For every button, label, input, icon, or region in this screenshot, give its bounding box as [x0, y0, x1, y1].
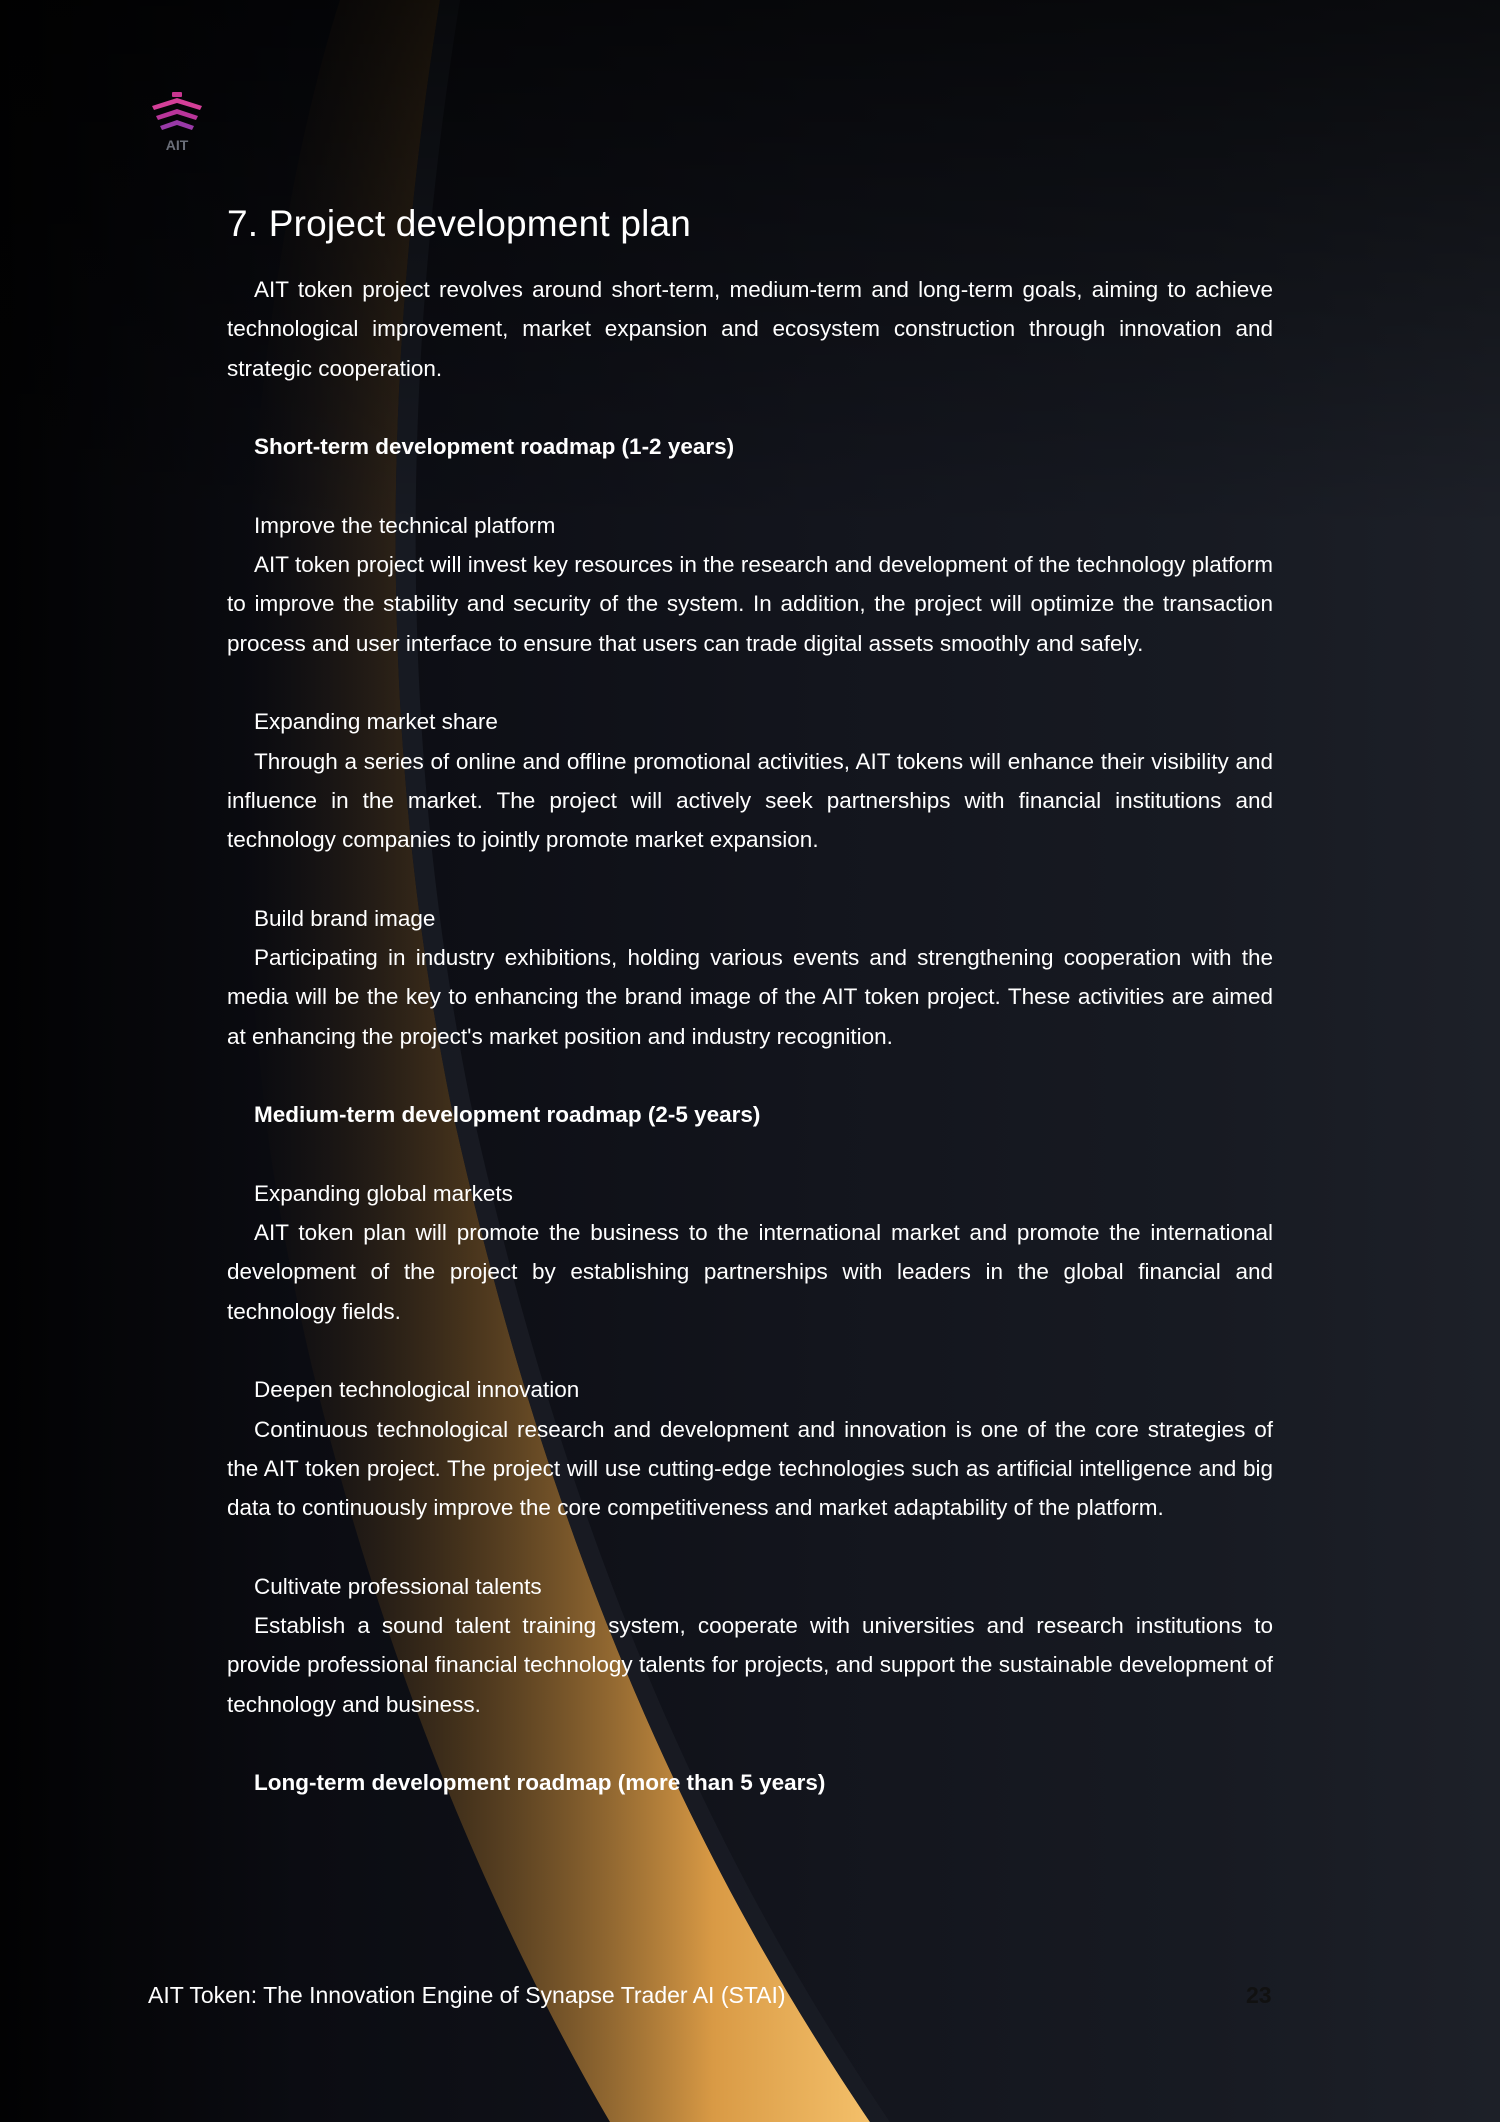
- paragraph-brand-image: Participating in industry exhibitions, holding various events and strengthening cooperation with the media will be the key to enhancing the brand image of the AIT token project. These activities are aimed at enhancing the project's market position and industry recognition.: [227, 945, 1273, 1049]
- subheading-market-share: Expanding market share: [254, 709, 498, 735]
- page-title: 7. Project development plan: [227, 203, 692, 244]
- subheading-professional-talents: Cultivate professional talents: [254, 1573, 542, 1599]
- paragraph-technical-platform: AIT token project will invest key resources in the research and development of the technology platform to improve the stability and security of the system. In addition, the project will optimize the transaction process and user interface to ensure that users can trade digital assets smoothly and safely.: [227, 552, 1273, 656]
- paragraph-market-share: Through a series of online and offline promotional activities, AIT tokens will enhance their visibility and influence in the market. The project will actively seek partnerships with financial institutions and technology companies to jointly promote market expansion.: [227, 748, 1273, 853]
- paragraph-professional-talents: Establish a sound talent training system, cooperate with universities and research institutions to provide professional financial technology talents for projects, and support the sustainable development of technology and business.: [227, 1613, 1273, 1717]
- footer-document-title: AIT Token: The Innovation Engine of Synapse Trader AI (STAI): [148, 1982, 786, 2008]
- subheading-global-markets: Expanding global markets: [254, 1180, 513, 1206]
- subheading-brand-image: Build brand image: [254, 905, 436, 931]
- svg-text:AIT: AIT: [165, 137, 189, 153]
- paragraph-tech-innovation: Continuous technological research and development and innovation is one of the core strategies of the AIT token project. The project will use cutting-edge technologies such as artificial intelligence and big data to continuously improve the core competitiveness and market adaptability of the platform.: [227, 1416, 1273, 1521]
- ait-logo: [144, 90, 210, 156]
- long-term-heading: Long-term development roadmap (more than 5 years): [254, 1770, 826, 1796]
- subheading-technical-platform: Improve the technical platform: [254, 512, 556, 538]
- paragraph-global-markets: AIT token plan will promote the business to the international market and promote the international development of the project by establishing partnerships with leaders in the global financial and technology fields.: [227, 1220, 1273, 1324]
- main-content: [227, 196, 1273, 1803]
- page-number: 23: [1246, 1982, 1272, 2008]
- subheading-tech-innovation: Deepen technological innovation: [254, 1377, 580, 1403]
- short-term-heading: Short-term development roadmap (1-2 years): [254, 434, 735, 460]
- medium-term-heading: Medium-term development roadmap (2-5 years): [254, 1102, 761, 1128]
- intro-paragraph: AIT token project revolves around short-term, medium-term and long-term goals, aiming to achieve technological improvement, market expansion and ecosystem construction through innovation and strategic cooperation.: [227, 277, 1273, 381]
